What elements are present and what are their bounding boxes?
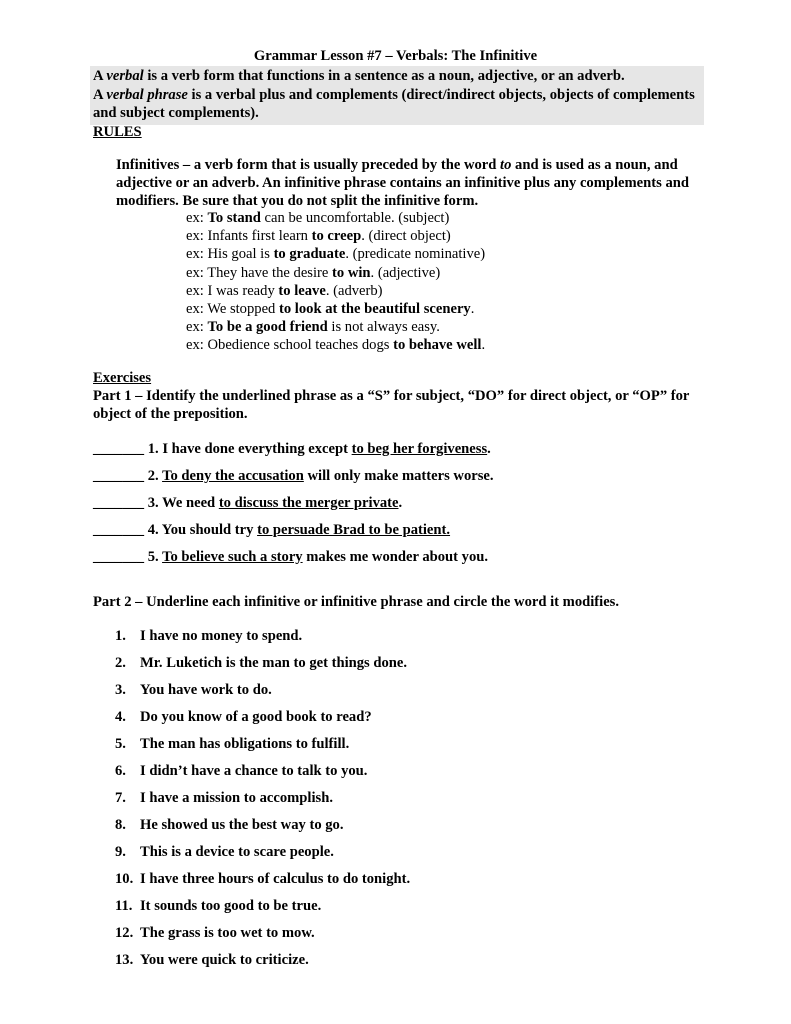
part1-item: _______ 2. To deny the accusation will only make matters worse. [93,468,494,484]
part2-item: 1. I have no money to spend. [115,628,303,644]
part1-item: _______ 5. To believe such a story makes me wonder about you. [93,549,489,565]
example-item: ex: To be a good friend is not always easy. [186,319,440,336]
verbal-phrase-term: verbal phrase [106,86,188,103]
example-item: ex: To stand can be uncomfortable. (subject) [186,210,450,226]
part1-item: _______ 1. I have done everything except to beg her forgiveness. [93,441,491,457]
answer-blank[interactable]: _______ [93,522,145,538]
part2-item: 11. It sounds too good to be true. [115,898,322,914]
definition-box [90,66,704,125]
answer-blank[interactable]: _______ [93,549,145,565]
example-item: ex: They have the desire to win. (adjective) [186,264,441,281]
exercises-heading: Exercises [93,370,152,386]
part1-list [93,440,494,575]
part2-item: 2. Mr. Luketich is the man to get things done. [115,655,408,671]
part1-item: _______ 3. We need to discuss the merger private. [93,495,403,511]
verbal-definition: A verbal is a verb form that functions in a sentence as a noun, adjective, or an adverb. [93,68,625,84]
part2-item: 4. Do you know of a good book to read? [115,709,372,725]
part2-list [115,627,410,978]
page-title: Grammar Lesson #7 – Verbals: The Infinitive [253,48,538,64]
part1-instructions: Part 1 – Identify the underlined phrase as a “S” for subject, “DO” for direct object, or “OP” for object of the preposition. [93,388,690,422]
part1-item: _______ 4. You should try to persuade Brad to be patient. [93,522,451,538]
example-item: ex: Infants first learn to creep. (direct object) [186,228,451,245]
example-item: ex: We stopped to look at the beautiful scenery. [186,301,475,318]
answer-blank[interactable]: _______ [93,468,145,484]
part2-item: 6. I didn’t have a chance to talk to you. [115,763,368,779]
verbal-term: verbal [106,68,144,84]
part2-item: 10. I have three hours of calculus to do tonight. [115,871,411,887]
part2-item: 3. You have work to do. [115,682,272,698]
part2-item: 13. You were quick to criticize. [115,952,309,968]
example-item: ex: Obedience school teaches dogs to behave well. [186,337,486,354]
part2-item: 12. The grass is too wet to mow. [115,925,315,941]
infinitive-definition: Infinitives – a verb form that is usually preceded by the word to and is used as a noun, and adjective or an adverb. An infinitive phrase contains an infinitive plus any complements and modifiers. Be sure that you do not split the infinitive form. [116,157,689,209]
examples-list [186,209,485,355]
part2-item: 8. He showed us the best way to go. [115,817,344,833]
example-item: ex: I was ready to leave. (adverb) [186,282,383,299]
part2-instructions: Part 2 – Underline each infinitive or infinitive phrase and circle the word it modifies. [93,594,620,610]
answer-blank[interactable]: _______ [93,441,145,457]
part2-item: 5. The man has obligations to fulfill. [115,736,350,752]
rules-heading: RULES [93,124,142,140]
answer-blank[interactable]: _______ [93,495,145,511]
example-item: ex: His goal is to graduate. (predicate nominative) [186,246,486,263]
part2-item: 9. This is a device to scare people. [115,844,334,860]
part2-item: 7. I have a mission to accomplish. [115,790,333,806]
verbal-phrase-definition: A verbal phrase is a verbal plus and complements (direct/indirect objects, objects of complements and subject complements). [93,86,695,121]
